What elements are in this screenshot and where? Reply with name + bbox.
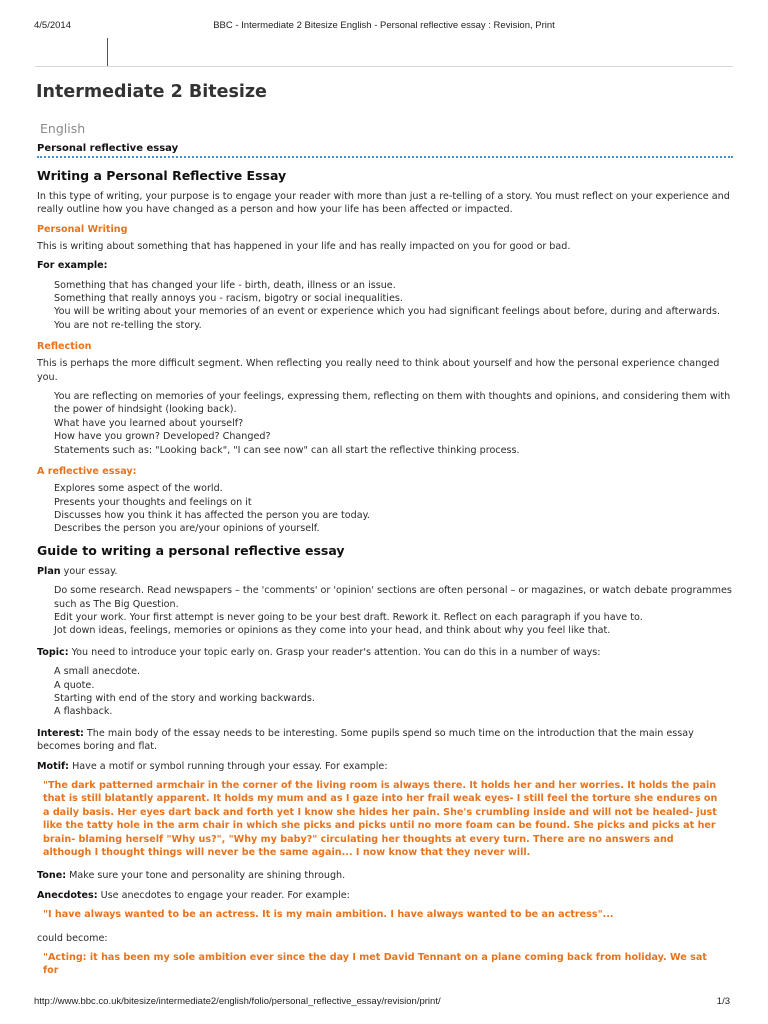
list-item: How have you grown? Developed? Changed? — [54, 431, 271, 443]
plan-label: Plan — [37, 565, 61, 577]
site-top-bar — [35, 38, 733, 67]
motif-example-quote: "The dark patterned armchair in the corner of the living room is always there. It holds her and her worries. It holds the pain that is still blatantly apparent. It holds my mum and as I gaze into her frail weak eyes- I still feel the torture she endures on a daily basis. Her eyes dart back and forth yet I know she hides her pain. She's crumbling inside and will not be healed- just like the tatty hole in the arm chair in which she picks and picks until no more foam can be found. She picks and picks at her brain- blaming herself "Why us?", "Why my baby?" circulating her thoughts at every turn. There are no answers and although I thought things will never be the same again... I now know that they never will. — [43, 780, 718, 859]
anecdotes-label: Anecdotes: — [37, 889, 98, 901]
heading-reflective-essay: A reflective essay: — [37, 466, 137, 478]
personal-writing-text: This is writing about something that has happened in your life and has really impacted on you for good or bad. — [37, 240, 571, 252]
page-number: 1/3 — [716, 996, 730, 1007]
print-page-title: BBC - Intermediate 2 Bitesize English - Personal reflective essay : Revision, Print — [213, 20, 555, 31]
list-item: You are not re-telling the story. — [54, 319, 202, 331]
article-content — [37, 162, 737, 988]
top-bar-divider — [107, 38, 108, 66]
reflective-essay-list — [37, 482, 737, 536]
personal-writing-list — [37, 279, 737, 333]
topic-paragraph: Topic: You need to introduce your topic early on. Grasp your reader's attention. You can do this in a number of ways: — [37, 646, 601, 658]
heading-reflection: Reflection — [37, 341, 92, 353]
list-item: Presents your thoughts and feelings on it — [54, 496, 252, 508]
topic-label: Topic: — [37, 646, 69, 658]
reflection-list — [37, 390, 737, 457]
anecdotes-paragraph: Anecdotes: Use anecdotes to engage your reader. For example: — [37, 889, 350, 901]
tone-paragraph: Tone: Make sure your tone and personality are shining through. — [37, 870, 346, 882]
print-date: 4/5/2014 — [34, 20, 71, 31]
intro-paragraph: In this type of writing, your purpose is to engage your reader with more than just a re-telling of a story. You must reflect on your experience and really outline how you have changed as a person and how your life has been affected or impacted. — [37, 191, 730, 216]
interest-paragraph: Interest: The main body of the essay needs to be interesting. Some pupils spend so much time on the introduction that the main essay becomes boring and flat. — [37, 727, 694, 753]
list-item: Edit your work. Your first attempt is never going to be your best draft. Rework it. Reflect on each paragraph if you have to. — [54, 611, 643, 623]
list-item: You are reflecting on memories of your feelings, expressing them, reflecting on them with thoughts and opinions, and considering them with the power of hindsight (looking back). — [54, 391, 731, 416]
heading-writing-reflective-essay: Writing a Personal Reflective Essay — [37, 168, 287, 183]
list-item: A quote. — [54, 679, 95, 691]
list-item: Do some research. Read newspapers – the 'comments' or 'opinion' sections are often personal – or magazines, or watch debate programmes such as The Big Question. — [54, 585, 732, 610]
anecdote-example-quote: "I have always wanted to be an actress. It is my main ambition. I have always wanted to be an actress"... — [43, 909, 614, 921]
list-item: A small anecdote. — [54, 666, 141, 678]
topic-list — [37, 665, 737, 719]
list-item: Something that has changed your life - birth, death, illness or an issue. — [54, 279, 396, 291]
print-url: http://www.bbc.co.uk/bitesize/intermediate2/english/folio/personal_reflective_essay/revision/print/ — [34, 996, 441, 1007]
list-item: Describes the person you are/your opinions of yourself. — [54, 523, 320, 535]
tone-label: Tone: — [37, 870, 67, 882]
interest-label: Interest: — [37, 727, 84, 739]
could-become-text: could become: — [37, 932, 108, 944]
site-title: Intermediate 2 Bitesize — [36, 82, 267, 102]
list-item: Jot down ideas, feelings, memories or opinions as they come into your head, and think about why you feel like that. — [54, 625, 611, 637]
list-item: Statements such as: "Looking back", "I can see now" can all start the reflective thinking process. — [54, 444, 520, 456]
list-item: Discusses how you think it has affected the person you are today. — [54, 509, 370, 521]
heading-personal-writing: Personal Writing — [37, 223, 128, 235]
section-label[interactable]: English — [40, 121, 86, 136]
list-item: What have you learned about yourself? — [54, 417, 244, 429]
list-item: You will be writing about your memories of an event or experience which you had significant feelings about before, during and afterwards. — [54, 306, 720, 318]
heading-guide: Guide to writing a personal reflective essay — [37, 542, 345, 558]
list-item: Explores some aspect of the world. — [54, 483, 223, 495]
list-item: A flashback. — [54, 706, 113, 718]
list-item: Starting with end of the story and working backwards. — [54, 692, 315, 704]
motif-paragraph: Motif: Have a motif or symbol running through your essay. For example: — [37, 760, 388, 772]
reflection-text: This is perhaps the more difficult segment. When reflecting you really need to think about yourself and how the personal experience changed you. — [37, 358, 720, 383]
acting-example-quote: "Acting: it has been my sole ambition ever since the day I met David Tennant on a plane coming back from holiday. We sat for — [43, 952, 707, 977]
breadcrumb: Personal reflective essay — [37, 143, 179, 154]
plan-paragraph: Plan your essay. — [37, 565, 118, 577]
for-example-label: For example: — [37, 260, 108, 272]
list-item: Something that really annoys you - racism, bigotry or social inequalities. — [54, 293, 403, 305]
motif-label: Motif: — [37, 760, 70, 772]
plan-list — [37, 584, 737, 638]
dotted-divider — [37, 156, 733, 158]
